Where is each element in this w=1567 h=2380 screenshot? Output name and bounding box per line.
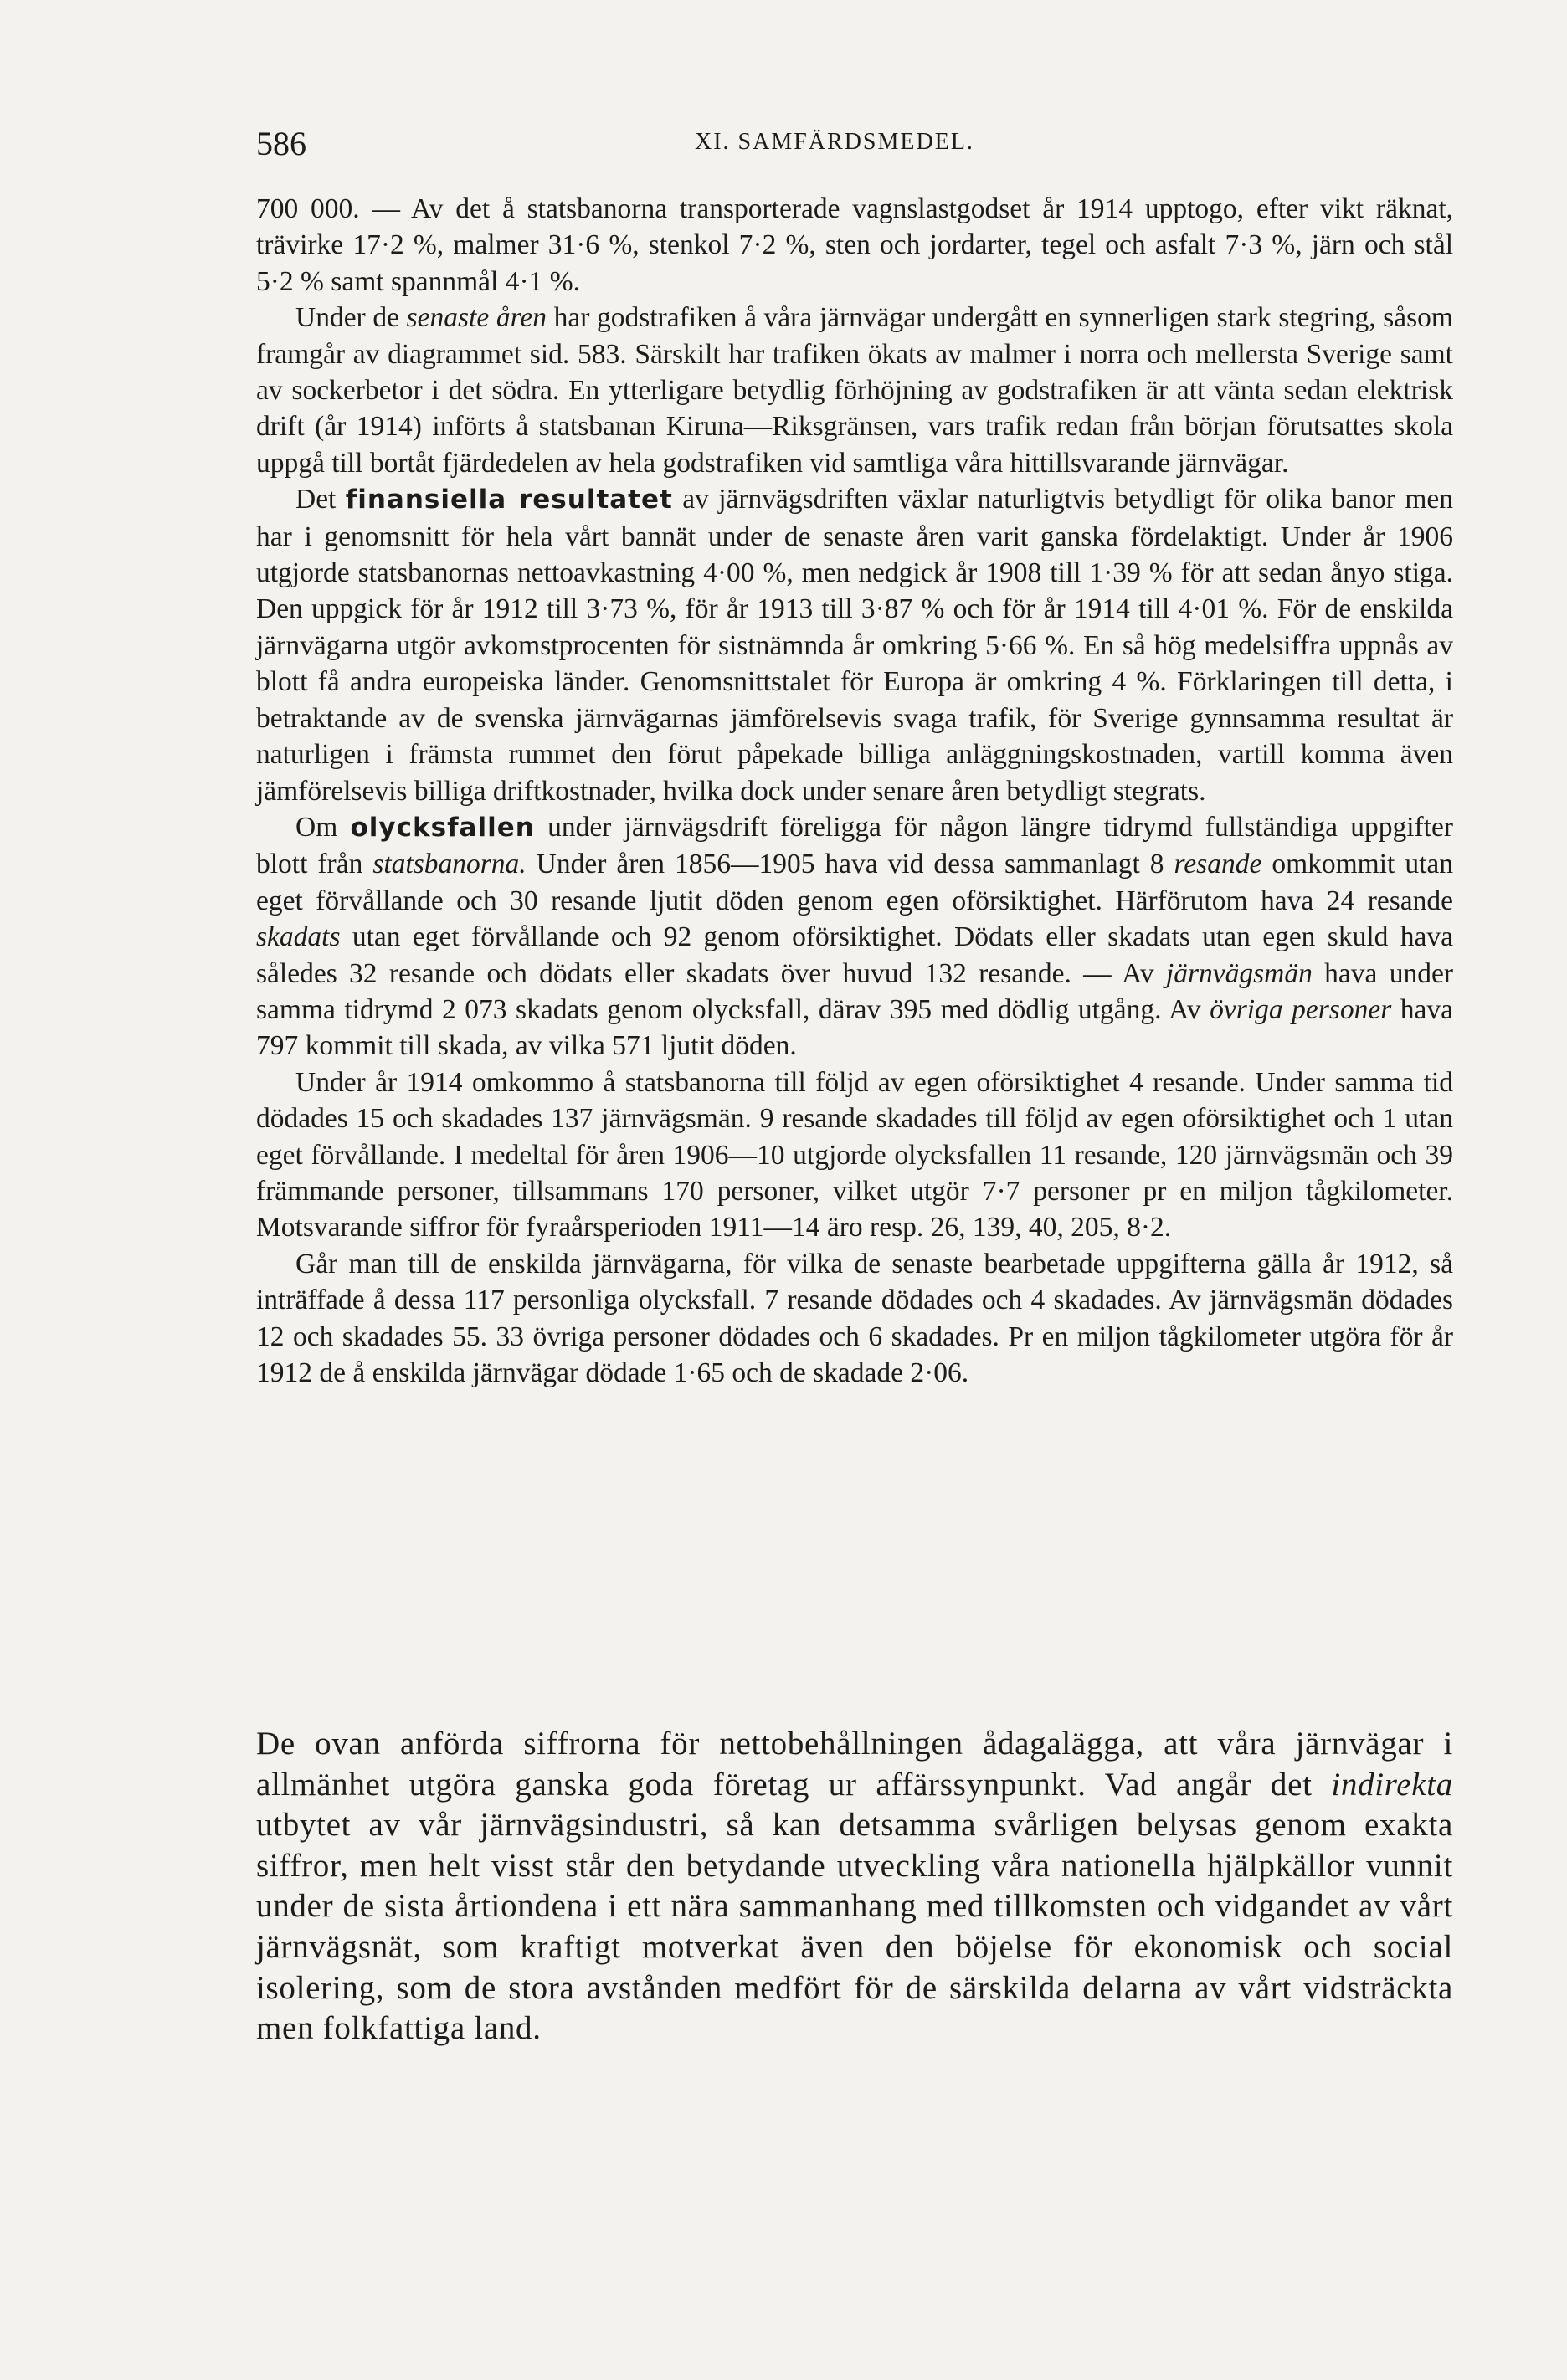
emphasis-jarnvagsman: järnvägsmän — [1165, 957, 1313, 989]
emphasis-skadats: skadats — [256, 921, 341, 953]
paragraph-private-railways: Går man till de enskilda järnvägarna, för vilka de senaste bearbetade uppgifterna gälla år 1912, så inträffade å dessa 117 personliga olycksfall. 7 resande dödades och 4 skadades. Av järnvägsmän dödades 12 och skadades 55. 33 övriga personer dödades och 6 skadades. Pr en miljon tågkilometer utgöra för år 1912 de å enskilda järnvägar dödade 1·65 och de skadade 2·06. — [256, 1248, 1453, 1388]
bold-finansiella-resultatet: finansiella resultatet — [345, 485, 673, 515]
paragraph-freight-growth: Under de senaste åren har godstrafiken å våra järnvägar undergått en synnerligen stark stegring, såsom framgår av diagrammet sid. 583. Särskilt har trafiken ökats av malmer i norra och mellersta Sverige samt av sockerbetor i det södra. En ytterligare betydlig förhöjning av godstrafiken är att vänta sedan elektrisk drift (år 1914) införts å statsbanan Kiruna—Riksgränsen, vars trafik redan från början förutsattes skola uppgå till bortåt fjärdedelen av hela godstrafiken vid samtliga våra hittillsvarande järnvägar. — [256, 302, 1453, 479]
main-body-text — [256, 191, 1453, 1391]
paragraph-financial-result: Det finansiella resultatet av järnvägsdriften växlar naturligtvis betydligt för olika banor men har i genomsnitt för hela vårt bannät under de senaste åren varit ganska fördelaktigt. Under år 1906 utgjorde statsbanornas nettoavkastning 4·00 %, men nedgick år 1908 till 1·39 % för att sedan ånyo stiga. Den uppgick för år 1912 till 3·73 %, för år 1913 till 3·87 % och för år 1914 till 4·01 %. För de enskilda järnvägarna utgör avkomstprocenten för sistnämnda år omkring 5·66 %. En så hög medelsiffra uppnås av blott få andra europeiska länder. Genomsnittstalet för Europa är omkring 4 %. Förklaringen till detta, i betraktande av de svenska järnvägarnas jämförelsevis svaga trafik, för Sverige gynnsamma resultat är naturligen i främsta rummet den förut påpekade billiga anläggningskostnaden, vartill komma även jämförelsevis billiga driftkostnader, hvilka dock under senare åren betydligt stegrats. — [256, 484, 1454, 807]
emphasis-indirekta: indirekta — [1331, 1766, 1453, 1803]
emphasis-statsbanorna: statsbanorna. — [372, 849, 527, 880]
paragraph-accidents-1914: Under år 1914 omkommo å statsbanorna till följd av egen oförsiktighet 4 resande. Under samma tid dödades 15 och skadades 137 järnvägsmän. 9 resande skadades till följd av egen oförsiktighet och 1 utan eget förvållande. I medeltal för åren 1906—10 utgjorde olycksfallen 11 resande, 120 järnvägsmän och 39 främmande personer, tillsammans 170 personer, vilket utgör 7·7 personer pr en miljon tågkilometer. Motsvarande siffror för fyraårsperioden 1911—14 äro resp. 26, 139, 40, 205, 8·2. — [256, 1066, 1453, 1244]
paragraph-accidents: Om olycksfallen under järnvägsdrift föreligga för någon längre tidrymd fullständiga uppgifter blott från statsbanorna. Under åren 1856—1905 hava vid dessa sammanlagt 8 resande omkommit utan eget förvållande och 30 resande ljutit döden genom egen oförsiktighet. Härförutom hava 24 resande skadats utan eget förvållande och 92 genom oförsiktighet. Dödats eller skadats utan egen skuld hava således 32 resande och dödats eller skadats över huvud 132 resande. — Av järnvägsmän hava under samma tidrymd 2 073 skadats genom olycksfall, därav 395 med dödlig utgång. Av övriga personer hava 797 kommit till skada, av vilka 571 ljutit döden. — [256, 811, 1454, 1062]
page-header — [256, 124, 1457, 174]
bold-olycksfallen: olycksfallen — [350, 812, 535, 843]
closing-paragraph-block — [256, 1724, 1453, 2049]
emphasis-senaste-aren: senaste åren — [406, 302, 547, 334]
page-number: 586 — [256, 125, 306, 162]
paragraph-freight-shares: 700 000. — Av det å statsbanorna transporterade vagnslastgodset år 1914 upptogo, efter vikt räknat, trävirke 17·2 %, malmer 31·6 %, stenkol 7·2 %, sten och jordarter, tegel och asfalt 7·3 %, järn och stål 5·2 % samt spannmål 4·1 %. — [256, 193, 1453, 297]
running-title: XI. SAMFÄRDSMEDEL. — [695, 129, 974, 155]
emphasis-resande: resande — [1174, 849, 1262, 880]
paragraph-conclusion: De ovan anförda siffrorna för nettobehållningen ådagalägga, att våra järnvägar i allmänhet utgöra ganska goda företag ur affärssynpunkt. Vad angår det indirekta utbytet av vår järnvägsindustri, så kan detsamma svårligen belysas genom exakta siffror, men helt visst står den betydande utveckling våra nationella hjälpkällor vunnit under de sista årtiondena i ett nära sammanhang med tillkomsten och vidgandet av vårt järnvägsnät, som kraftigt motverkat även den böjelse för ekonomisk och social isolering, som de stora avstånden medfört för de särskilda delarna av vårt vidsträckta men folkfattiga land. — [256, 1726, 1453, 2047]
emphasis-ovriga-personer: övriga personer — [1210, 993, 1392, 1025]
